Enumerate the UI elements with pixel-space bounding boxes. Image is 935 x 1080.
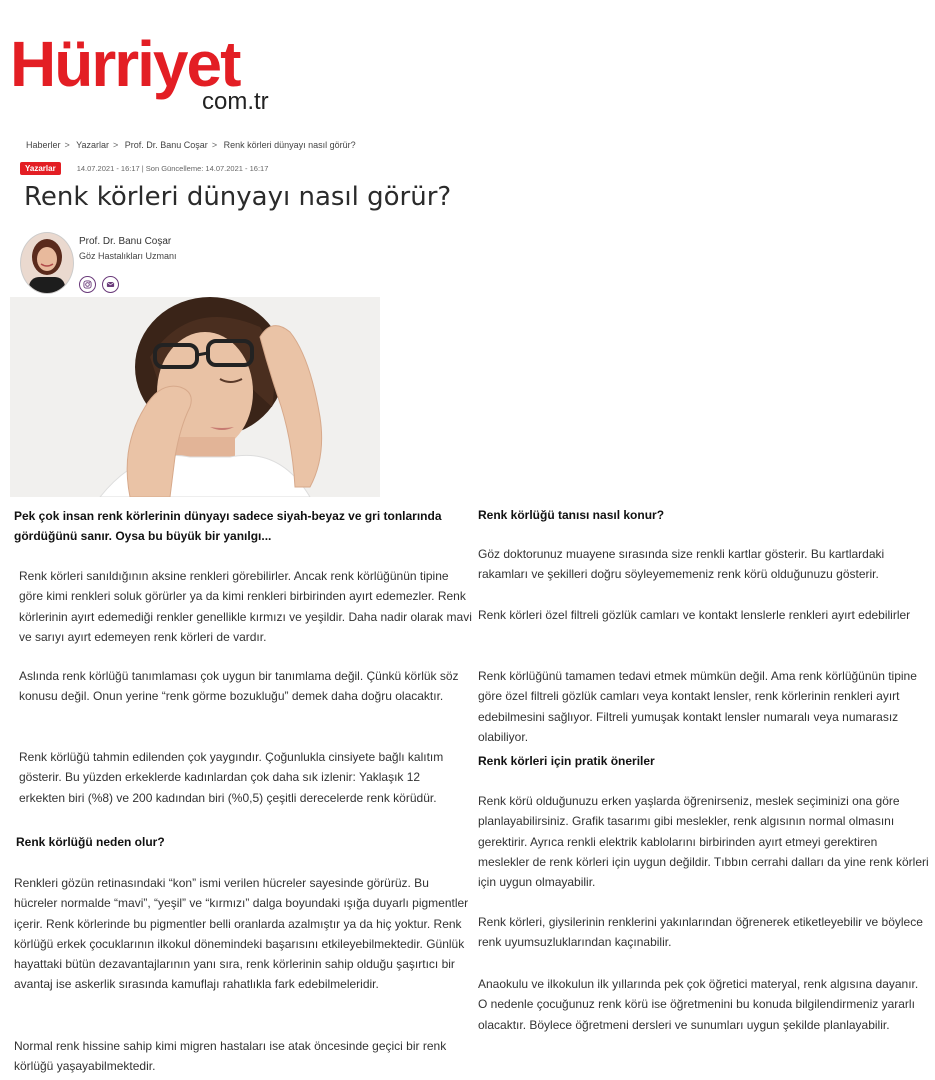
section-heading-tips: Renk körleri için pratik öneriler: [478, 754, 655, 768]
paragraph: Renkleri gözün retinasındaki “kon” ismi verilen hücreler sayesinde görürüz. Bu hücreler normalde “mavi”, “yeşil” ve “kırmızı” dalga boyundaki ışığa duyarlı pigmentler içerir. Renk körlerinde bu pigmentler belli oranlarda azalmıştır ya da hiç yoktur. Renk körlüğü erkek çocuklarının ilkokul dönemindeki başarısını etkileyebilmektedir. Günlük hayattaki bütün dezavantajlarının yanı sıra, renk körlerinin sahip olduğu şaşırtıcı bir avantaj ise askerlik sırasında kamuflajı rahatlıkla fark edebilmeleridir.: [14, 876, 469, 992]
article-meta: [20, 161, 268, 175]
paragraph: Normal renk hissine sahip kimi migren hastaları ise atak öncesinde geçici bir renk körlüğü yaşayabilmektedir.: [14, 1039, 447, 1074]
article-body-left-3: [19, 747, 464, 808]
breadcrumb-item-haberler[interactable]: Haberler: [26, 140, 61, 150]
email-icon[interactable]: [102, 276, 119, 293]
article-body-right-1: [478, 544, 928, 585]
breadcrumb-separator: >: [211, 140, 218, 150]
author-avatar[interactable]: [20, 232, 74, 294]
author-name[interactable]: Prof. Dr. Banu Coşar: [79, 236, 172, 247]
logo-wordmark: Hürriyet: [10, 28, 240, 100]
paragraph: Renk körleri, giysilerinin renklerini yakınlarından öğrenerek etiketleyebilir ve böylece renk uyumsuzluklarından kaçınabilir.: [478, 915, 923, 950]
logo-domain: com.tr: [202, 88, 269, 115]
paragraph: Renk körü olduğunuzu erken yaşlarda öğrenirseniz, meslek seçiminizi ona göre planlayabilirsiniz. Grafik tasarımı gibi meslekler, renk algısının normal olmasını gerektirir. Ayrıca renkli elektrik kablolarını birbirinden ayırt etmeyi gerektiren meslekler de renk körleri için uygun değildir. Tıbbın cerrahi dalları da yine renk körleri için uygun olmayabilir.: [478, 794, 929, 890]
article-body-right-4: [478, 791, 930, 892]
article-body-left: [19, 566, 474, 647]
instagram-icon[interactable]: [79, 276, 96, 293]
article-body-right-3: [478, 666, 928, 747]
publish-dates: 14.07.2021 - 16:17 | Son Güncelleme: 14.07.2021 - 16:17: [76, 163, 269, 173]
paragraph: Renk körleri sanıldığının aksine renkleri görebilirler. Ancak renk körlüğünün tipine göre kimi renkleri soluk görürler ya da kimi renkleri birbirinden ayırt edemezler. Renk körlerinin ayırt edemediği renkler genellikle kırmızı ve yeşildir. Daha nadir olarak mavi ve sarıyı ayırt edemeyen renk körleri de vardır.: [19, 569, 472, 644]
site-logo[interactable]: [10, 28, 290, 122]
section-heading-diagnosis: Renk körlüğü tanısı nasıl konur?: [478, 508, 665, 522]
breadcrumb-item-author[interactable]: Prof. Dr. Banu Coşar: [124, 140, 208, 150]
article-body-left-2: [19, 666, 474, 707]
article-body-left-5: [14, 1036, 459, 1077]
paragraph: Renk körlüğünü tamamen tedavi etmek mümkün değil. Ama renk körlüğünün tipine göre özel filtreli gözlük camları veya kontakt lensler, renk körlerinin renkleri ayırt edebilmesini sağlıyor. Filtreli yumuşak kontakt lensler numaralı veya numarasız olabiliyor.: [478, 669, 917, 744]
section-heading-why: Renk körlüğü neden olur?: [16, 835, 165, 849]
paragraph: Göz doktorunuz muayene sırasında size renkli kartlar gösterir. Bu kartlardaki rakamları ve şekilleri doğru söyleyememeniz renk körü olduğunuzu gösterir.: [478, 547, 885, 582]
paragraph: Anaokulu ve ilkokulun ilk yıllarında pek çok öğretici materyal, renk algısına dayanır. O nedenle çocuğunuz renk körü ise öğretmenini bu konuda bilgilendirmeniz yararlı olacaktır. Böylece öğretmeni dersleri ve sunumları uygun şekilde planlayabilir.: [478, 977, 919, 1032]
article-body-right-5: [478, 912, 923, 953]
breadcrumb-item-yazarlar[interactable]: Yazarlar: [76, 140, 109, 150]
category-tag[interactable]: Yazarlar: [20, 162, 61, 175]
breadcrumb: [26, 140, 360, 150]
article-body-right-2: [478, 605, 928, 625]
paragraph: Aslında renk körlüğü tanımlaması çok uygun bir tanımlama değil. Çünkü körlük söz konusu değil. Onun yerine “renk görme bozukluğu” demek daha doğru olacaktır.: [19, 669, 459, 704]
paragraph: Renk körlüğü tahmin edilenden çok yaygındır. Çoğunlukla cinsiyete bağlı kalıtım gösterir. Bu yüzden erkeklerde kadınlardan çok daha sık izlenir: Yaklaşık 12 erkekten biri (%8) ve 200 kadından biri (%0,5) çeşitli derecelerde renk körüdür.: [19, 750, 444, 805]
article-body-left-4: [14, 873, 469, 995]
breadcrumb-separator: >: [112, 140, 119, 150]
article-lead: Pek çok insan renk körlerinin dünyayı sadece siyah-beyaz ve gri tonlarında gördüğünü sanır. Oysa bu büyük bir yanılgı...: [14, 509, 442, 543]
article-title: Renk körleri dünyayı nasıl görür?: [24, 182, 452, 212]
author-social-links: [79, 276, 119, 293]
breadcrumb-item-current: Renk körleri dünyayı nasıl görür?: [223, 140, 356, 150]
paragraph: Renk körleri özel filtreli gözlük camları ve kontakt lenslerle renkleri ayırt edebilirler: [478, 608, 911, 622]
author-title: Göz Hastalıkları Uzmanı: [79, 251, 177, 261]
article-hero-image: [10, 297, 380, 497]
article-body-right-6: [478, 974, 923, 1035]
breadcrumb-separator: >: [64, 140, 70, 150]
